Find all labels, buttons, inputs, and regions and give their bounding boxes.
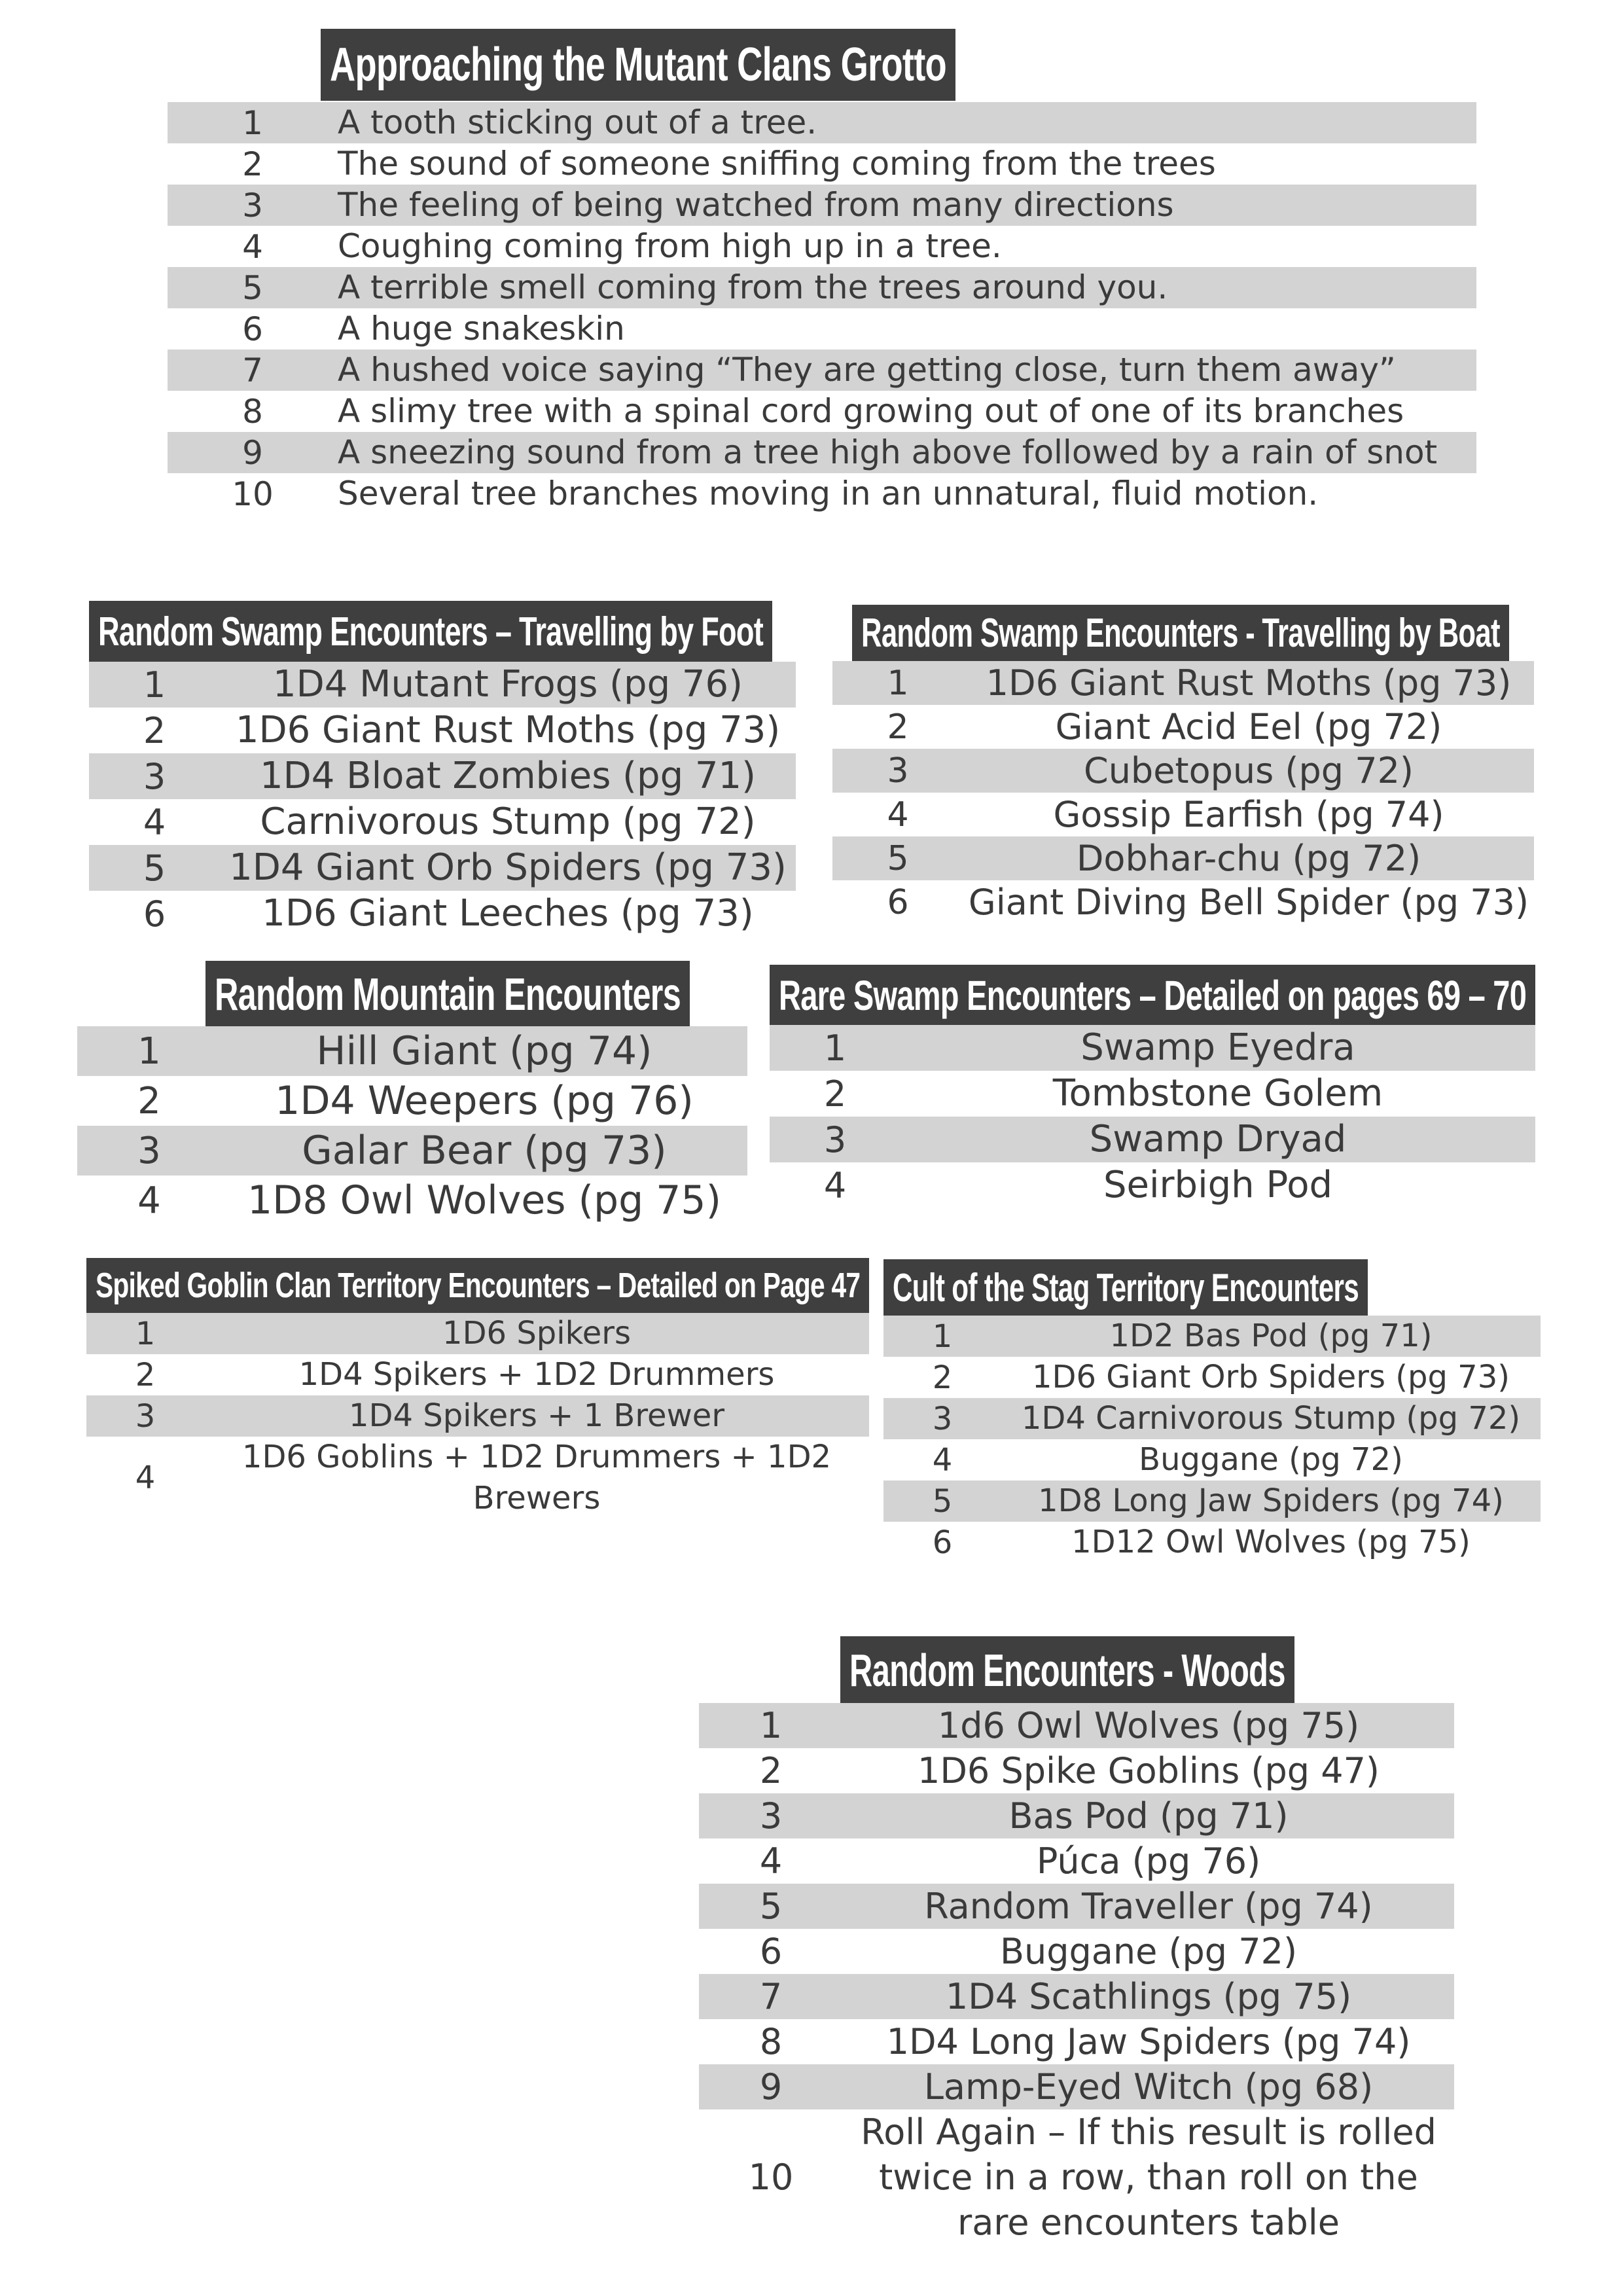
encounter-text: Galar Bear (pg 73) <box>302 1128 667 1174</box>
roll-number: 9 <box>759 2066 783 2108</box>
roll-number: 10 <box>748 2157 794 2198</box>
table-row <box>699 1884 1454 1929</box>
table-row <box>168 308 1476 350</box>
encounter-text: 1D4 Spikers + 1 Brewer <box>348 1397 725 1434</box>
table-row <box>168 350 1476 391</box>
roll-number: 2 <box>242 145 263 183</box>
roll-number: 10 <box>232 475 274 513</box>
encounter-text: A tooth sticking out of a tree. <box>338 103 817 141</box>
roll-number: 2 <box>932 1359 953 1396</box>
table-rows <box>883 1316 1541 1563</box>
roll-number: 2 <box>135 1356 156 1393</box>
roll-number: 7 <box>242 351 263 389</box>
table-row <box>832 749 1534 793</box>
encounter-text: A terrible smell coming from the trees around you. <box>338 268 1168 306</box>
encounter-text: A hushed voice saying “They are getting close, turn them away” <box>338 351 1396 389</box>
encounter-text: Tombstone Golem <box>1052 1072 1383 1115</box>
table-row <box>168 473 1476 514</box>
swamp-foot-table <box>89 601 796 941</box>
encounter-text: 1D12 Owl Wolves (pg 75) <box>1071 1524 1471 1560</box>
table-row <box>168 432 1476 473</box>
table-row <box>86 1313 869 1354</box>
encounter-text: 1D6 Goblins + 1D2 Drummers + 1D2 Brewers <box>241 1439 832 1516</box>
roll-number: 6 <box>887 882 909 922</box>
encounter-text: Giant Acid Eel (pg 72) <box>1055 706 1442 747</box>
table-title: Rare Swamp Encounters – Detailed on pages 69 – 70 <box>770 965 1535 1026</box>
roll-number: 3 <box>242 186 263 224</box>
encounter-text: 1D8 Long Jaw Spiders (pg 74) <box>1038 1482 1504 1519</box>
table-row <box>770 1117 1535 1162</box>
roll-number: 2 <box>137 1079 161 1122</box>
table-row <box>883 1522 1541 1563</box>
encounter-text: Coughing coming from high up in a tree. <box>338 227 1002 265</box>
table-row <box>832 705 1534 749</box>
roll-number: 1 <box>143 664 166 706</box>
table-row <box>168 185 1476 226</box>
roll-number: 6 <box>143 893 166 935</box>
woods-table <box>699 1636 1454 2265</box>
roll-number: 1 <box>135 1315 156 1352</box>
mountain-table <box>77 961 747 1236</box>
encounter-text: Púca (pg 76) <box>1036 1840 1261 1882</box>
table-row <box>770 1071 1535 1117</box>
roll-number: 4 <box>759 1840 783 1882</box>
roll-number: 4 <box>135 1460 156 1496</box>
table-row <box>883 1398 1541 1439</box>
roll-number: 3 <box>887 751 909 791</box>
roll-number: 4 <box>242 227 263 266</box>
roll-number: 3 <box>823 1119 847 1160</box>
roll-number: 5 <box>143 847 166 889</box>
table-row <box>832 793 1534 836</box>
roll-number: 6 <box>759 1931 783 1972</box>
table-rows <box>77 1026 747 1225</box>
encounter-text: 1D6 Giant Rust Moths (pg 73) <box>235 709 781 751</box>
encounter-text: Roll Again – If this result is rolled twice in a row, than roll on the rare encounters table <box>861 2111 1436 2243</box>
table-row <box>89 845 796 891</box>
encounter-text: A slimy tree with a spinal cord growing out of one of its branches <box>338 392 1404 430</box>
encounter-text: Cubetopus (pg 72) <box>1083 750 1414 791</box>
table-rows <box>832 661 1534 924</box>
goblin-table <box>86 1258 869 1533</box>
grotto-table <box>168 29 1476 526</box>
table-title: Random Mountain Encounters <box>205 961 690 1028</box>
rare-swamp-table <box>770 965 1535 1227</box>
table-row <box>883 1316 1541 1357</box>
roll-number: 3 <box>135 1397 156 1435</box>
encounter-text: 1D6 Giant Leeches (pg 73) <box>262 892 754 935</box>
encounter-text: Hill Giant (pg 74) <box>316 1028 652 1074</box>
encounter-text: Buggane (pg 72) <box>1139 1441 1403 1478</box>
table-row <box>883 1480 1541 1522</box>
swamp-boat-table <box>832 605 1534 932</box>
encounter-text: Several tree branches moving in an unnatural, fluid motion. <box>338 475 1319 512</box>
encounter-text: Gossip Earfish (pg 74) <box>1053 794 1444 835</box>
roll-number: 3 <box>932 1400 953 1437</box>
table-row <box>89 753 796 799</box>
encounter-text: 1D4 Bloat Zombies (pg 71) <box>259 755 757 797</box>
encounter-text: Seirbigh Pod <box>1103 1164 1333 1206</box>
table-rows <box>770 1025 1535 1208</box>
table-title: Random Encounters - Woods <box>840 1636 1294 1704</box>
encounter-text: 1d6 Owl Wolves (pg 75) <box>937 1705 1360 1746</box>
table-title: Cult of the Stag Territory Encounters <box>883 1259 1368 1317</box>
encounter-text: Carnivorous Stump (pg 72) <box>260 800 756 843</box>
table-row <box>86 1354 869 1395</box>
roll-number: 4 <box>823 1164 847 1206</box>
encounter-text: 1D4 Scathlings (pg 75) <box>945 1976 1352 2017</box>
table-title: Random Swamp Encounters - Travelling by Boat <box>852 605 1509 662</box>
table-title: Spiked Goblin Clan Territory Encounters – Detailed on Page 47 <box>86 1258 869 1313</box>
roll-number: 6 <box>242 310 263 348</box>
encounter-text: 1D4 Giant Orb Spiders (pg 73) <box>229 846 787 889</box>
table-row <box>168 143 1476 185</box>
table-row <box>89 891 796 937</box>
table-rows <box>699 1703 1454 2245</box>
roll-number: 5 <box>932 1482 953 1520</box>
encounter-text: 1D6 Giant Rust Moths (pg 73) <box>986 662 1512 704</box>
table-row <box>89 799 796 845</box>
table-row <box>832 880 1534 924</box>
table-row <box>699 1929 1454 1974</box>
roll-number: 2 <box>143 709 166 751</box>
roll-number: 5 <box>759 1886 783 1927</box>
table-row <box>168 391 1476 432</box>
encounter-text: The feeling of being watched from many directions <box>338 186 1174 224</box>
encounter-text: 1D4 Spikers + 1D2 Drummers <box>298 1356 775 1393</box>
table-row <box>832 661 1534 705</box>
roll-number: 4 <box>137 1179 161 1222</box>
roll-number: 1 <box>242 103 263 142</box>
roll-number: 6 <box>932 1524 953 1561</box>
table-row <box>168 267 1476 308</box>
roll-number: 1 <box>932 1318 953 1355</box>
table-row <box>89 662 796 708</box>
encounter-text: Lamp-Eyed Witch (pg 68) <box>923 2066 1374 2108</box>
encounter-text: Giant Diving Bell Spider (pg 73) <box>968 882 1529 923</box>
encounter-text: 1D6 Spikers <box>442 1315 631 1352</box>
roll-number: 8 <box>759 2021 783 2062</box>
table-row <box>86 1395 869 1437</box>
roll-number: 9 <box>242 433 263 472</box>
table-row <box>86 1437 869 1519</box>
encounter-text: 1D4 Long Jaw Spiders (pg 74) <box>886 2021 1411 2062</box>
roll-number: 4 <box>143 801 166 843</box>
table-row <box>699 2019 1454 2064</box>
table-row <box>77 1175 747 1225</box>
table-row <box>699 2109 1454 2245</box>
table-row <box>699 1703 1454 1748</box>
roll-number: 1 <box>137 1030 161 1073</box>
roll-number: 5 <box>887 838 909 878</box>
roll-number: 7 <box>759 1976 783 2017</box>
table-row <box>77 1126 747 1175</box>
encounter-text: Buggane (pg 72) <box>999 1931 1298 1972</box>
stag-table <box>883 1259 1541 1573</box>
table-rows <box>168 102 1476 514</box>
roll-number: 5 <box>242 268 263 307</box>
table-row <box>699 1748 1454 1793</box>
roll-number: 2 <box>887 707 909 747</box>
table-row <box>168 226 1476 267</box>
encounter-text: A huge snakeskin <box>338 310 625 348</box>
encounter-text: 1D6 Spike Goblins (pg 47) <box>917 1750 1380 1791</box>
encounter-text: 1D2 Bas Pod (pg 71) <box>1109 1318 1433 1354</box>
table-row <box>770 1162 1535 1208</box>
table-title: Random Swamp Encounters – Travelling by Foot <box>89 601 772 663</box>
table-row <box>699 1793 1454 1839</box>
roll-number: 3 <box>137 1129 161 1172</box>
table-row <box>883 1439 1541 1480</box>
table-row <box>168 102 1476 143</box>
roll-number: 3 <box>143 755 166 797</box>
encounter-text: 1D6 Giant Orb Spiders (pg 73) <box>1032 1359 1510 1395</box>
table-row <box>77 1076 747 1126</box>
encounter-text: The sound of someone sniffing coming from the trees <box>338 145 1216 183</box>
table-rows <box>86 1313 869 1519</box>
table-row <box>699 1839 1454 1884</box>
table-row <box>832 836 1534 880</box>
table-row <box>89 708 796 753</box>
encounter-text: Swamp Dryad <box>1089 1118 1347 1160</box>
roll-number: 8 <box>242 392 263 431</box>
table-rows <box>89 662 796 937</box>
table-title: Approaching the Mutant Clans Grotto <box>321 29 955 101</box>
table-row <box>699 1974 1454 2019</box>
roll-number: 1 <box>759 1705 783 1746</box>
encounter-text: Swamp Eyedra <box>1080 1026 1355 1069</box>
roll-number: 4 <box>887 795 909 834</box>
encounter-text: 1D4 Weepers (pg 76) <box>275 1078 694 1124</box>
roll-number: 1 <box>823 1027 847 1069</box>
roll-number: 4 <box>932 1441 953 1479</box>
table-row <box>770 1025 1535 1071</box>
table-row <box>77 1026 747 1076</box>
encounter-text: Dobhar-chu (pg 72) <box>1076 838 1421 879</box>
encounter-text: 1D8 Owl Wolves (pg 75) <box>247 1177 721 1223</box>
table-row <box>699 2064 1454 2109</box>
encounter-text: A sneezing sound from a tree high above followed by a rain of snot <box>338 433 1438 471</box>
encounter-text: 1D4 Carnivorous Stump (pg 72) <box>1021 1400 1521 1437</box>
encounter-text: Random Traveller (pg 74) <box>924 1886 1373 1927</box>
roll-number: 3 <box>759 1795 783 1837</box>
encounter-text: Bas Pod (pg 71) <box>1008 1795 1289 1837</box>
encounter-text: 1D4 Mutant Frogs (pg 76) <box>272 663 743 706</box>
roll-number: 2 <box>759 1750 783 1791</box>
table-row <box>883 1357 1541 1398</box>
roll-number: 2 <box>823 1073 847 1115</box>
roll-number: 1 <box>887 663 909 703</box>
